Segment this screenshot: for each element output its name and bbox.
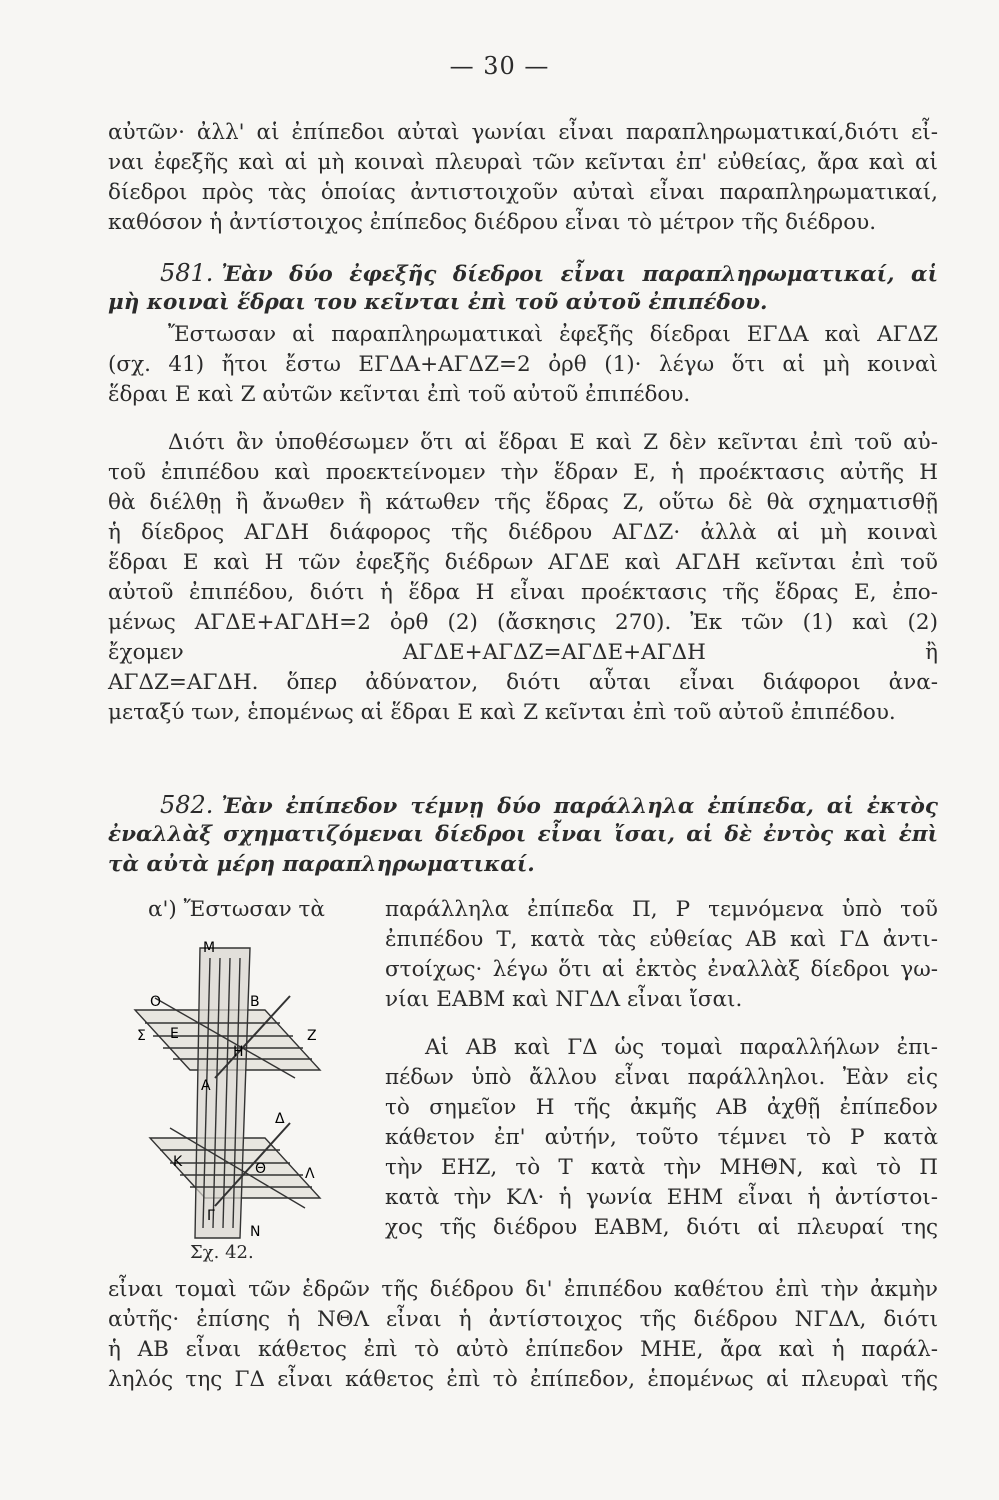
text-line: στοίχως· λέγω ὅτι αἱ ἐκτὸς ἐναλλὰξ δίεδροι γω- (385, 957, 938, 982)
text-line: αὐτῆς· ἐπίσης ἡ ΝΘΛ εἶναι ἡ ἀντίστοιχος τῆς διέδρου ΝΓΔΛ, διότι (108, 1307, 938, 1332)
text-line: Διότι ἂν ὑποθέσωμεν ὅτι αἱ ἕδραι Ε καὶ Ζ δὲν κεῖνται ἐπὶ τοῦ αὐ- (168, 430, 938, 455)
text-line: δίεδροι πρὸς τὰς ὁποίας ἀντιστοιχοῦν αὐταὶ εἶναι παραπληρωματικαί, (108, 180, 938, 205)
theorem-581 (108, 258, 938, 318)
text-line: ἔχομεν ΑΓΔΕ+ΑΓΔΖ=ΑΓΔΕ+ΑΓΔΗ ἢ (108, 640, 938, 665)
figure-label: Σ (137, 1028, 146, 1044)
text-line: τὴν ΕΗΖ, τὸ Τ κατὰ τὴν ΜΗΘΝ, καὶ τὸ Π (385, 1155, 938, 1180)
figure-label: Ζ (307, 1028, 317, 1044)
text-line: ΑΓΔΖ=ΑΓΔΗ. ὅπερ ἀδύνατον, διότι αὗται εἶναι διάφοροι ἀνα- (108, 670, 938, 695)
theorem-line: ἐναλλὰξ σχηματιζόμεναι δίεδροι εἶναι ἴσαι, αἱ δὲ ἐντὸς καὶ ἐπὶ (108, 822, 938, 847)
text-line: ἡ δίεδρος ΑΓΔΗ διάφορος τῆς διέδρου ΑΓΔΖ· ἀλλὰ αἱ μὴ κοιναὶ (108, 520, 938, 545)
figure-label: Μ (203, 940, 216, 956)
text-line: ἕδραι Ε καὶ Ζ αὐτῶν κεῖνται ἐπὶ τοῦ αὐτοῦ ἐπιπέδου. (108, 382, 691, 407)
text-fragment-left: α') Ἔστωσαν τὰ (148, 897, 325, 922)
text-line: εἶναι τομαὶ τῶν ἑδρῶν τῆς διέδρου δι' ἐπιπέδου καθέτου ἐπὶ τὴν ἀκμὴν (108, 1277, 938, 1302)
theorem-text: Ἐὰν ἐπίπεδον τέμνῃ δύο παράλληλα ἐπίπεδα, αἱ ἐκτὸς (221, 794, 938, 819)
theorem-line (108, 790, 938, 820)
paragraph-581-proof (108, 428, 938, 728)
text-line: τοῦ ἐπιπέδου καὶ προεκτείνομεν τὴν ἕδραν Ε, ἡ προέκτασις αὐτῆς Η (108, 460, 938, 485)
figure-label: Α (201, 1078, 211, 1094)
text-line: θὰ διέλθῃ ἢ ἄνωθεν ἢ κάτωθεν τῆς ἕδρας Ζ, οὕτω δὲ θὰ σχηματισθῇ (108, 490, 938, 515)
text-line: κατὰ τὴν ΚΛ· ἡ γωνία ΕΗΜ εἶναι ἡ ἀντίστοι- (385, 1185, 938, 1210)
text-line: πέδων ὑπὸ ἄλλου εἶναι παράλληλοι. Ἐὰν εἰς (385, 1065, 938, 1090)
paragraph-582-right-col (385, 895, 938, 1015)
figure-label: Ο (150, 994, 162, 1010)
text-line: κάθετον ἐπ' αὐτήν, τοῦτο τέμνει τὸ Ρ κατὰ (385, 1125, 938, 1150)
theorem-text: Ἐὰν δύο ἐφεξῆς δίεδροι εἶναι παραπληρωματικαί, αἱ (221, 262, 938, 287)
text-line: νίαι ΕΑΒΜ καὶ ΝΓΔΛ εἶναι ἴσαι. (385, 987, 743, 1012)
text-line: ἐπιπέδου Τ, κατὰ τὰς εὐθείας ΑΒ καὶ ΓΔ ἀντι- (385, 927, 938, 952)
text-line: ληλός της ΓΔ εἶναι κάθετος ἐπὶ τὸ ἐπίπεδον, ἑπομένως αἱ πλευραὶ τῆς (108, 1367, 938, 1392)
paragraph-582-continued (108, 1275, 938, 1395)
theorem-582 (108, 790, 938, 880)
text-line: ναι ἐφεξῆς καὶ αἱ μὴ κοιναὶ πλευραὶ τῶν κεῖνται ἐπ' εὐθείας, ἄρα καὶ αἱ (108, 150, 938, 175)
figure-label: Δ (275, 1111, 285, 1127)
figure-label: Ε (170, 1026, 179, 1042)
figure-label: Η (233, 1044, 244, 1060)
text-line: παράλληλα ἐπίπεδα Π, Ρ τεμνόμενα ὑπὸ τοῦ (385, 897, 938, 922)
text-line: μένως ΑΓΔΕ+ΑΓΔΗ=2 ὀρθ (2) (ἄσκησις 270). Ἐκ τῶν (1) καὶ (2) (108, 610, 938, 635)
text-line: Ἔστωσαν αἱ παραπληρωματικαὶ ἐφεξῆς δίεδραι ΕΓΔΑ καὶ ΑΓΔΖ (168, 322, 938, 347)
theorem-number: 582. (160, 791, 214, 819)
text-line: μεταξύ των, ἑπομένως αἱ ἕδραι Ε καὶ Ζ κεῖνται ἐπὶ τοῦ αὐτοῦ ἐπιπέδου. (108, 700, 896, 725)
theorem-line (108, 258, 938, 288)
theorem-line: μὴ κοιναὶ ἕδραι του κεῖνται ἐπὶ τοῦ αὐτοῦ ἐπιπέδου. (108, 290, 768, 315)
figure-caption: Σχ. 42. (190, 1242, 254, 1263)
page-number: — 30 — (449, 52, 550, 80)
figure-label: Ν (250, 1224, 261, 1240)
paragraph-581-statement (108, 320, 938, 410)
text-line: χος τῆς διέδρου ΕΑΒΜ, διότι αἱ πλευραί της (385, 1215, 938, 1240)
figure-42 (115, 938, 335, 1248)
theorem-number: 581. (160, 259, 214, 287)
figure-label: Γ (207, 1208, 215, 1224)
figure-label: Λ (305, 1166, 315, 1182)
paragraph-intro (108, 118, 938, 238)
theorem-line: τὰ αὐτὰ μέρη παραπληρωματικαί. (108, 852, 535, 877)
text-line: Αἱ ΑΒ καὶ ΓΔ ὡς τομαὶ παραλλήλων ἐπι- (425, 1035, 938, 1060)
paragraph-582-proof (385, 1033, 938, 1243)
text-line: τὸ σημεῖον Η τῆς ἀκμῆς ΑΒ ἀχθῇ ἐπίπεδον (385, 1095, 938, 1120)
figure-drawing (115, 938, 335, 1248)
text-line: αὐτῶν· ἀλλ' αἱ ἐπίπεδοι αὐταὶ γωνίαι εἶναι παραπληρωματικαί,διότι εἶ- (108, 120, 938, 145)
text-line: (σχ. 41) ἤτοι ἔστω ΕΓΔΑ+ΑΓΔΖ=2 ὀρθ (1)· λέγω ὅτι αἱ μὴ κοιναὶ (108, 352, 938, 377)
figure-label: Κ (173, 1154, 183, 1170)
figure-label: Θ (255, 1161, 267, 1177)
text-line: καθόσον ἡ ἀντίστοιχος ἐπίπεδος διέδρου εἶναι τὸ μέτρον τῆς διέδρου. (108, 210, 877, 235)
text-line: ἡ ΑΒ εἶναι κάθετος ἐπὶ τὸ αὐτὸ ἐπίπεδον ΜΗΕ, ἄρα καὶ ἡ παράλ- (108, 1337, 938, 1362)
text-line: ἕδραι Ε καὶ Η τῶν ἐφεξῆς διέδρων ΑΓΔΕ καὶ ΑΓΔΗ κεῖνται ἐπὶ τοῦ (108, 550, 938, 575)
figure-label: Β (250, 994, 260, 1010)
text-line: αὐτοῦ ἐπιπέδου, διότι ἡ ἕδρα Η εἶναι προέκτασις τῆς ἕδρας Ε, ἐπο- (108, 580, 938, 605)
